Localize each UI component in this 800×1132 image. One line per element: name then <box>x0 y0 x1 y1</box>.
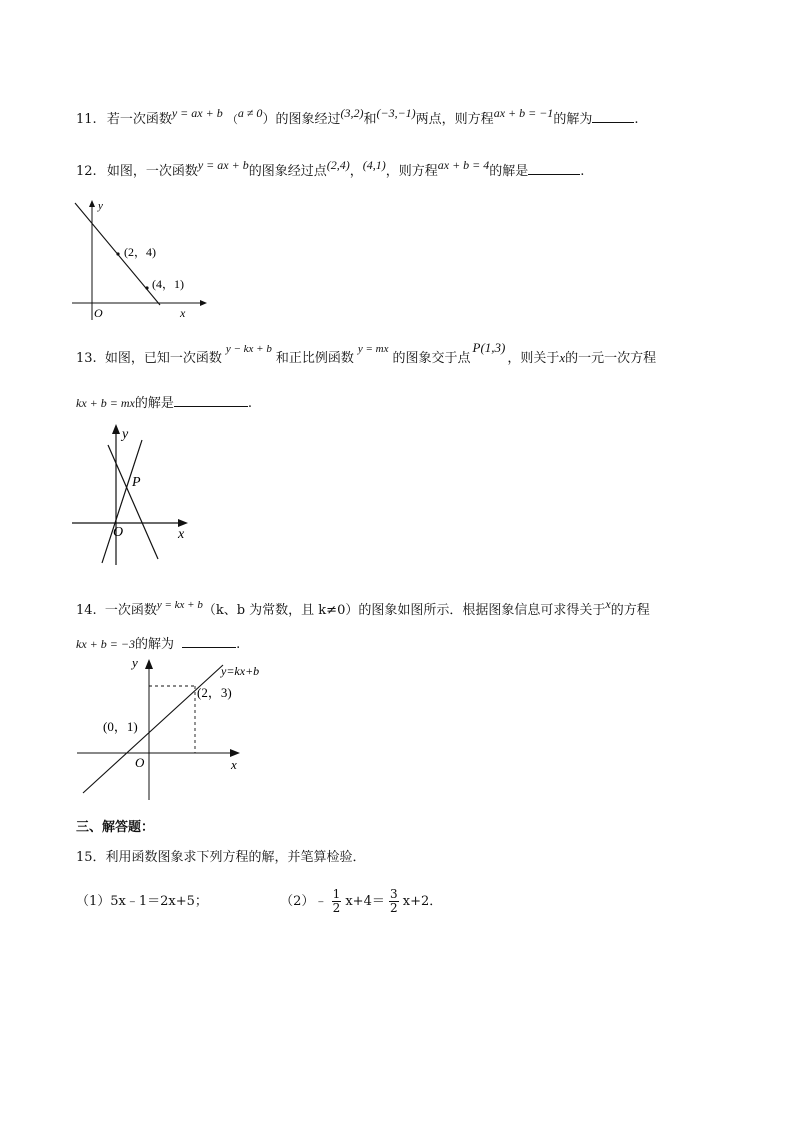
q12-text-3: ，则方程 <box>385 164 438 179</box>
q13-number: 13. <box>76 351 97 366</box>
q14-y-label: y <box>132 655 138 670</box>
q11-paren-open: （ <box>226 113 238 126</box>
q15-fraction-2-numerator: 3 <box>389 887 398 901</box>
q13-x-label: x <box>178 527 185 542</box>
question-13 <box>76 340 657 373</box>
q14-text-4: 的解为 <box>134 637 174 652</box>
question-15-subparts <box>76 888 442 916</box>
q15-subpart-2-prefix: （2）﹣ <box>280 894 328 909</box>
q13-figure <box>70 420 200 570</box>
q14-answer-blank[interactable] <box>182 633 236 648</box>
q14-text-3: 的方程 <box>610 603 650 618</box>
q14-point-a-label: (0，1) <box>103 719 138 734</box>
q11-equation: ax + b = −1 <box>493 106 554 120</box>
q14-function: y = kx + b <box>156 599 203 611</box>
q14-variable: x <box>605 597 611 611</box>
q11-condition: a ≠ 0 <box>237 106 263 120</box>
q12-text-4: 的解是 <box>489 164 529 179</box>
q11-point-1: (3,2) <box>340 106 364 120</box>
question-14-line-2 <box>76 633 240 655</box>
q11-text-2: 的图象经过 <box>275 112 341 127</box>
q15-fraction-2 <box>389 888 399 915</box>
q13-variable: x <box>559 350 566 365</box>
q12-x-label: x <box>180 306 186 320</box>
q14-origin-label: O <box>135 755 145 770</box>
q13-equation: kx + b = mx <box>76 396 135 410</box>
q13-text-6: 的解是 <box>134 396 174 411</box>
q12-equation: ax + b = 4 <box>437 158 490 172</box>
q15-fraction-2-denominator: 2 <box>389 901 398 915</box>
q14-text-1: 一次函数 <box>104 603 157 618</box>
question-15: 15．利用函数图象求下列方程的解，并笔算检验． <box>76 850 366 865</box>
q12-origin-label: O <box>94 306 103 320</box>
q14-point-b-label: (2，3) <box>197 685 232 700</box>
q13-point: P(1,3) <box>472 340 506 355</box>
q11-point-2: (−3,−1) <box>376 106 416 120</box>
question-11 <box>76 108 638 130</box>
q12-number: 12. <box>76 164 97 179</box>
q14-equation: kx + b = −3 <box>76 637 135 651</box>
q11-text-4: 两点，则方程 <box>415 112 494 127</box>
q13-y-label: y <box>122 427 129 442</box>
q12-function: y = ax + b <box>197 158 249 172</box>
q14-x-arrow-icon <box>230 749 240 757</box>
q15-subpart-2-middle: x+4＝ <box>345 894 385 909</box>
q12-end: . <box>580 164 585 179</box>
q12-point-a-label: (2，4) <box>124 245 156 259</box>
q13-function-2: y = mx <box>357 343 389 355</box>
q11-end: . <box>634 112 639 127</box>
q15-subpart-1: （1）5x﹣1＝2x+5； <box>76 894 208 909</box>
q14-text-2: （k、b 为常数，且 k≠0）的图象如图所示．根据图象信息可求得关于 <box>202 603 606 618</box>
q11-answer-blank[interactable] <box>592 108 634 123</box>
q14-y-arrow-icon <box>145 659 153 669</box>
q14-x-label: x <box>231 757 237 772</box>
q14-figure <box>75 655 285 805</box>
q13-end: . <box>247 396 252 411</box>
q14-number: 14. <box>76 603 97 618</box>
q12-point-a-dot <box>116 252 119 255</box>
q13-function-1: y − kx + b <box>225 343 272 355</box>
section-3-title: 三、解答题： <box>76 820 155 835</box>
q14-line-label: y=kx+b <box>221 664 260 678</box>
q13-proportional-line <box>102 440 142 563</box>
q12-point-2: (4,1) <box>362 158 386 172</box>
q12-answer-blank[interactable] <box>528 160 580 175</box>
q11-text-1: 若一次函数 <box>106 112 172 127</box>
q11-number: 11. <box>76 112 97 127</box>
q13-origin-label: O <box>113 525 124 540</box>
q13-text-5: 的一元一次方程 <box>565 351 657 366</box>
q12-text-2: 的图象经过点 <box>248 164 327 179</box>
q15-fraction-1-numerator: 1 <box>332 887 341 901</box>
q11-function: y = ax + b <box>171 106 223 120</box>
q11-text-3: 和 <box>363 112 377 127</box>
q13-y-arrow-icon <box>112 424 120 434</box>
q13-text-2: 和正比例函数 <box>275 351 354 366</box>
q12-point-b-label: (4，1) <box>152 277 184 291</box>
q12-point-b-dot <box>145 286 148 289</box>
q12-y-arrow-icon <box>89 200 95 207</box>
q12-figure <box>70 195 210 325</box>
q15-fraction-1 <box>332 888 342 915</box>
q12-point-1: (2,4) <box>326 158 350 172</box>
q12-text-1: 如图，一次函数 <box>106 164 198 179</box>
q13-answer-blank[interactable] <box>174 392 248 407</box>
q13-intersection-label: P <box>132 475 141 490</box>
q11-text-5: 的解为 <box>553 112 593 127</box>
q12-sep: ， <box>349 164 363 179</box>
q13-text-1: 如图，已知一次函数 <box>104 351 222 366</box>
q12-x-arrow-icon <box>200 300 207 306</box>
question-14 <box>76 597 650 621</box>
question-13-line-2 <box>76 392 252 414</box>
q13-x-arrow-icon <box>178 519 188 527</box>
q13-text-3: 的图象交于点 <box>392 351 471 366</box>
q11-paren-close: ） <box>262 112 276 127</box>
q15-subpart-2-suffix: x+2． <box>402 894 443 909</box>
question-12 <box>76 160 584 182</box>
q12-y-label: y <box>98 200 103 212</box>
q13-text-4: ，则关于 <box>507 351 560 366</box>
q15-fraction-1-denominator: 2 <box>332 901 341 915</box>
q14-end: . <box>236 637 241 652</box>
